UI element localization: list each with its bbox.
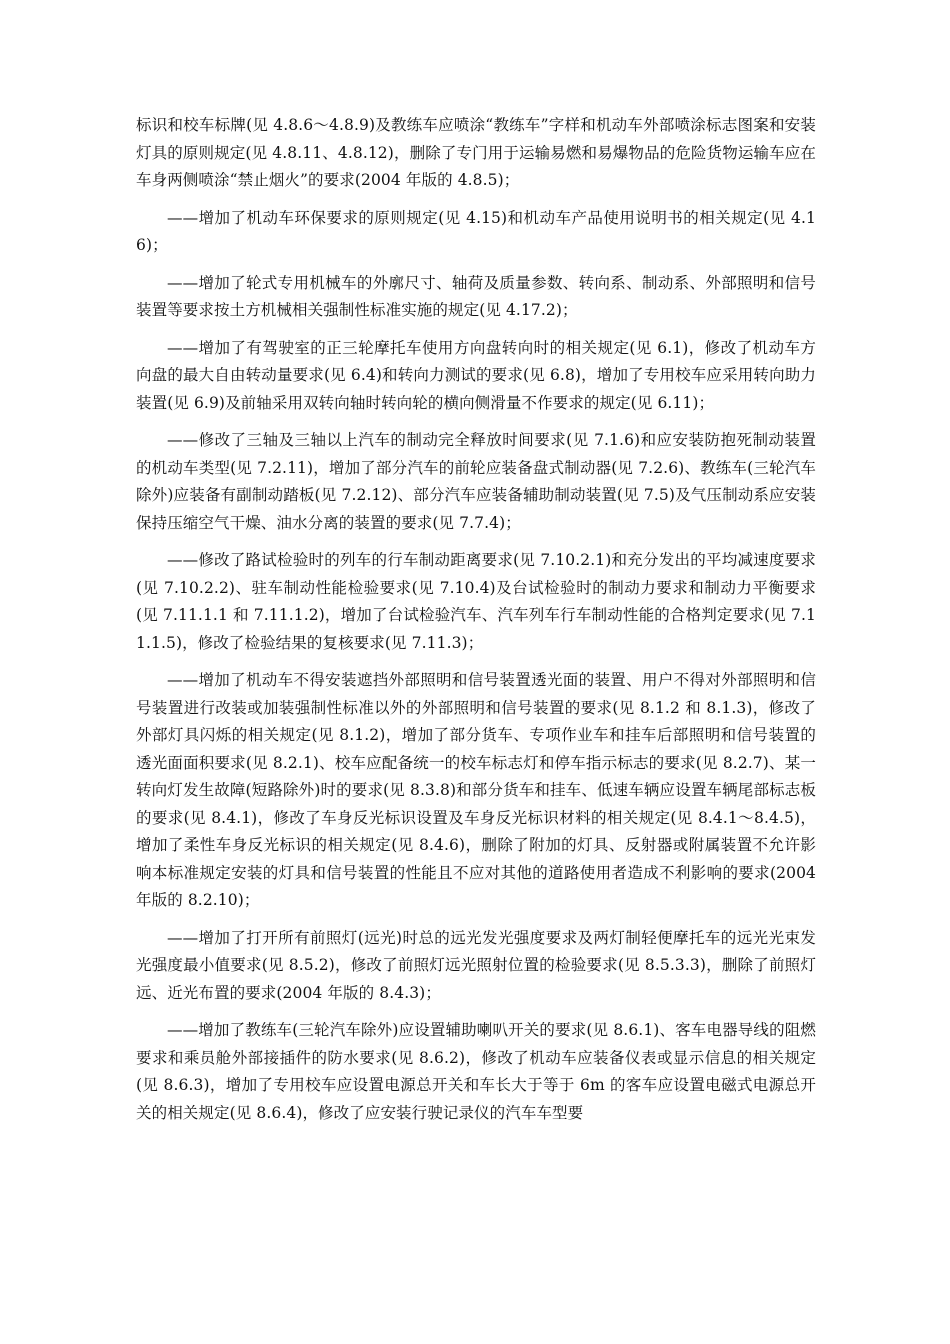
paragraph-headlamps: ——增加了打开所有前照灯(远光)时总的远光发光强度要求及两灯制轻便摩托车的远光光束发光强度最小值要求(见 8.5.2)，修改了前照灯远光照射位置的检验要求(见 8.5.3.3)，删除了前照灯远、近光布置的要求(2004 年版的 8.4.3)； [136,928,816,1002]
paragraph-braking-tests: ——修改了路试检验时的列车的行车制动距离要求(见 7.10.2.1)和充分发出的平均减速度要求(见 7.10.2.2)、驻车制动性能检验要求(见 7.10.4)及台试检验时的制动力要求和制动力平衡要求(见 7.11.1.1 和 7.11.1.2)，增加了台试检验汽车、汽车列车行车制动性能的合格判定要求(见 7.11.1.5)，修改了检验结果的复核要求(见 7.11.3)； [136,551,816,652]
paragraph-braking-system: ——修改了三轴及三轴以上汽车的制动完全释放时间要求(见 7.1.6)和应安装防抱死制动装置的机动车类型(见 7.2.11)，增加了部分汽车的前轮应装备盘式制动器(见 7.2.6)、教练车(三轮汽车除外)应装备有副制动踏板(见 7.2.12)、部分汽车应装备辅助制动装置(见 7.5)及气压制动系应安装保持压缩空气干燥、油水分离的装置的要求(见 7.7.4)； [136,431,816,532]
paragraph-environmental-requirements: ——增加了机动车环保要求的原则规定(见 4.15)和机动车产品使用说明书的相关规定(见 4.16)； [136,208,816,254]
paragraph-steering: ——增加了有驾驶室的正三轮摩托车使用方向盘转向时的相关规定(见 6.1)，修改了机动车方向盘的最大自由转动量要求(见 6.4)和转向力测试的要求(见 6.8)，增加了专用校车应采用转向助力装置(见 6.9)及前轴采用双转向轴时转向轮的横向侧滑量不作要求的规定(见 6.11)； [136,338,816,412]
paragraph-wheeled-machinery: ——增加了轮式专用机械车的外廓尺寸、轴荷及质量参数、转向系、制动系、外部照明和信号装置等要求按土方机械相关强制性标准实施的规定(见 4.17.2)； [136,273,816,319]
paragraph-continuation: 标识和校车标牌(见 4.8.6～4.8.9)及教练车应喷涂“教练车”字样和机动车外部喷涂标志图案和安装灯具的原则规定(见 4.8.11、4.8.12)，删除了专门用于运输易燃和易爆物品的危险货物运输车应在车身两侧喷涂“禁止烟火”的要求(2004 年版的 4.8.5)； [136,116,816,189]
document-body [136,112,816,1137]
paragraph-lighting-signals: ——增加了机动车不得安装遮挡外部照明和信号装置透光面的装置、用户不得对外部照明和信号装置进行改装或加装强制性标准以外的外部照明和信号装置的要求(见 8.1.2 和 8.1.3)，修改了外部灯具闪烁的相关规定(见 8.1.2)，增加了部分货车、专项作业车和挂车后部照明和信号装置的透光面面积要求(见 8.2.1)、校车应配备统一的校车标志灯和停车指示标志的要求(见 8.2.7)、某一转向灯发生故障(短路除外)时的要求(见 8.3.8)和部分货车和挂车、低速车辆应设置车辆尾部标志板的要求(见 8.4.1)，修改了车身反光标识设置及车身反光标识材料的相关规定(见 8.4.1～8.4.5)，增加了柔性车身反光标识的相关规定(见 8.4.6)，删除了附加的灯具、反射器或附属装置不允许影响本标准规定安装的灯具和信号装置的性能且不应对其他的道路使用者造成不利影响的要求(2004 年版的 8.2.10)； [136,671,816,909]
paragraph-electrical: ——增加了教练车(三轮汽车除外)应设置辅助喇叭开关的要求(见 8.6.1)、客车电器导线的阻燃要求和乘员舱外部接插件的防水要求(见 8.6.2)，修改了机动车应装备仪表或显示信息的相关规定(见 8.6.3)，增加了专用校车应设置电源总开关和车长大于等于 6m 的客车应设置电磁式电源总开关的相关规定(见 8.6.4)，修改了应安装行驶记录仪的汽车车型要 [136,1021,816,1122]
